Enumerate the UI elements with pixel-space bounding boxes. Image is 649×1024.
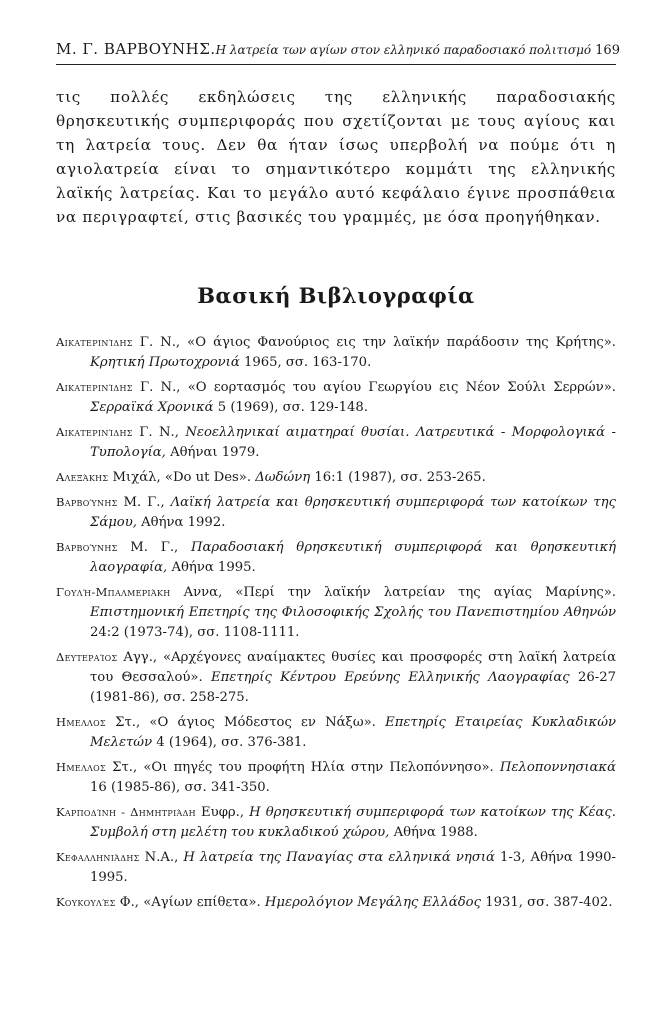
entry-details: 5 (1969), σσ. 129-148. [217, 400, 368, 415]
entry-details: 16 (1985-86), σσ. 341-350. [90, 780, 270, 795]
entry-publication: Πελοποννησιακά [499, 760, 616, 775]
bibliography-entry [56, 582, 616, 643]
header-right [216, 43, 620, 58]
entry-initials: Μ. Γ., [123, 495, 165, 510]
entry-initials: Στ., [115, 715, 141, 730]
bibliography-entry [56, 647, 616, 708]
header-article-title: Η λατρεία των αγίων στον ελληνικό παραδοσιακό πολιτισμό [215, 43, 592, 57]
bibliography-entry [56, 892, 616, 913]
entry-details: Αθήνα 1995. [171, 560, 256, 575]
entry-initials: Ευφρ., [201, 805, 245, 820]
entry-article-title: «Ο εορτασμός του αγίου Γεωργίου εις Νέον Σούλι Σερρών». [187, 380, 616, 395]
header-author: Μ. Γ. ΒΑΡΒΟΥΝΗΣ. [56, 40, 216, 58]
entry-article-title: «Ο άγιος Μόδεστος εν Νάξω». [149, 715, 376, 730]
entry-details: Αθήνα 1992. [141, 515, 226, 530]
entry-author: Κεφαλληνιάδης [56, 850, 140, 864]
entry-details: 24:2 (1973-74), σσ. 1108-1111. [90, 625, 300, 640]
entry-author: Αλεξάκης [56, 470, 109, 484]
bibliography-entry [56, 802, 616, 843]
entry-details: Αθήναι 1979. [170, 445, 260, 460]
entry-article-title: «Αρχέγονες αναίμακτες θυσίες και προσφορές στη λαϊκή λατρεία του Θεσσαλού». [90, 650, 616, 685]
entry-article-title: «Ο άγιος Φανούριος εις την λαϊκήν παράδοσιν της Κρήτης». [187, 335, 616, 350]
entry-author: Ημελλος [56, 760, 106, 774]
entry-publication: Επιστημονική Επετηρίς της Φιλοσοφικής Σχολής του Πανεπιστημίου Αθηνών [90, 605, 616, 620]
entry-author: Αικατερινίδης [56, 425, 133, 439]
entry-initials: Αγγ., [123, 650, 158, 665]
bibliography-entry [56, 712, 616, 753]
entry-details: 16:1 (1987), σσ. 253-265. [314, 470, 486, 485]
entry-details: 26-27 (1981-86), σσ. 258-275. [90, 670, 617, 705]
entry-publication: Η λατρεία της Παναγίας στα ελληνικά νησιά [183, 850, 495, 865]
entry-initials: Γ. Ν., [139, 380, 181, 395]
entry-initials: Ν.Α., [144, 850, 179, 865]
entry-publication: Παραδοσιακή θρησκευτική συμπεριφορά και θρησκευτική λαογραφία, [90, 540, 616, 575]
entry-author: Βαρβούνης [56, 495, 118, 509]
bibliography-heading: Βασική Βιβλιογραφία [197, 283, 475, 308]
bibliography-entry [56, 537, 616, 578]
entry-author: Γουλή-Μπαλμεριάκη [56, 585, 171, 599]
entry-initials: Μ. Γ., [130, 540, 179, 555]
running-header [56, 40, 620, 65]
page-number: 169 [595, 43, 620, 58]
entry-initials: Φ., [119, 895, 139, 910]
body-paragraph: τις πολλές εκδηλώσεις της ελληνικής παραδοσιακής θρησκευτικής συμπεριφοράς που σχετίζονται με τους αγίους και τη λατρεία τους. Δεν θα ήταν ίσως υπερβολή να πούμε ότι η αγιολατρεία είναι το σημαντικότερο κομμάτι της ελληνικής λαϊκής λατρείας. Και το μεγάλο αυτό κεφάλαιο έγινε προσπάθεια να περιγραφτεί, στις βασικές του γραμμές, με όσα προηγήθηκαν. [56, 88, 616, 226]
entry-publication: Δωδώνη [255, 470, 311, 485]
entry-publication: Ημερολόγιον Μεγάλης Ελλάδος [264, 895, 481, 910]
entry-publication: Επετηρίς Κέντρου Ερεύνης Ελληνικής Λαογραφίας [210, 670, 570, 685]
bibliography-entry [56, 422, 616, 463]
entry-details: 1931, σσ. 387-402. [485, 895, 613, 910]
entry-details: 4 (1964), σσ. 376-381. [156, 735, 307, 750]
entry-article-title: «Περί την λαϊκήν λατρείαν της αγίας Μαρίνης». [235, 585, 616, 600]
entry-author: Ημελλος [56, 715, 106, 729]
bibliography-entry [56, 847, 616, 888]
entry-details: Αθήνα 1988. [393, 825, 478, 840]
entry-initials: Στ., [112, 760, 138, 775]
bibliography-entry [56, 757, 616, 798]
entry-publication: Η θρησκευτική συμπεριφορά των κατοίκων της Κέας. Συμβολή στη μελέτη του κυκλαδικού χώρου, [90, 805, 616, 840]
entry-article-title: «Αγίων επίθετα». [143, 895, 261, 910]
entry-author: Αικατερινίδης [56, 380, 133, 394]
bibliography-entry [56, 332, 616, 373]
entry-publication: Σερραϊκά Χρονικά [90, 400, 214, 415]
entry-details: 1-3, Αθήνα 1990-1995. [90, 850, 616, 885]
entry-initials: Γ. Ν., [139, 335, 181, 350]
entry-author: Δευτεραίος [56, 650, 118, 664]
entry-initials: Μιχάλ, [112, 470, 161, 485]
entry-initials: Γ. Ν., [139, 425, 179, 440]
bibliography-list [56, 332, 616, 913]
entry-author: Αικατερινίδης [56, 335, 133, 349]
entry-author: Βαρβούνης [56, 540, 118, 554]
bibliography-entry [56, 492, 616, 533]
entry-article-title: «Οι πηγές του προφήτη Ηλία στην Πελοπόννησο». [143, 760, 494, 775]
entry-article-title: «Do ut Des». [164, 470, 252, 485]
entry-publication: Επετηρίς Εταιρείας Κυκλαδικών Μελετών [90, 715, 616, 750]
book-page [56, 40, 620, 926]
bibliography-entry [56, 377, 616, 418]
bibliography-entry [56, 467, 616, 488]
entry-initials: Αννα, [183, 585, 223, 600]
entry-publication: Λαϊκή λατρεία και θρησκευτική συμπεριφορά των κατοίκων της Σάμου, [90, 495, 616, 530]
entry-publication: Νεοελληνικαί αιματηραί θυσίαι. Λατρευτικά - Μορφολογικά - Τυπολογία, [90, 425, 616, 460]
entry-publication: Κρητική Πρωτοχρονιά [90, 355, 240, 370]
entry-details: 1965, σσ. 163-170. [243, 355, 372, 370]
entry-author: Καρποδίνη - Δημητριάδη [56, 805, 196, 819]
entry-author: Κουκουλές [56, 895, 116, 909]
